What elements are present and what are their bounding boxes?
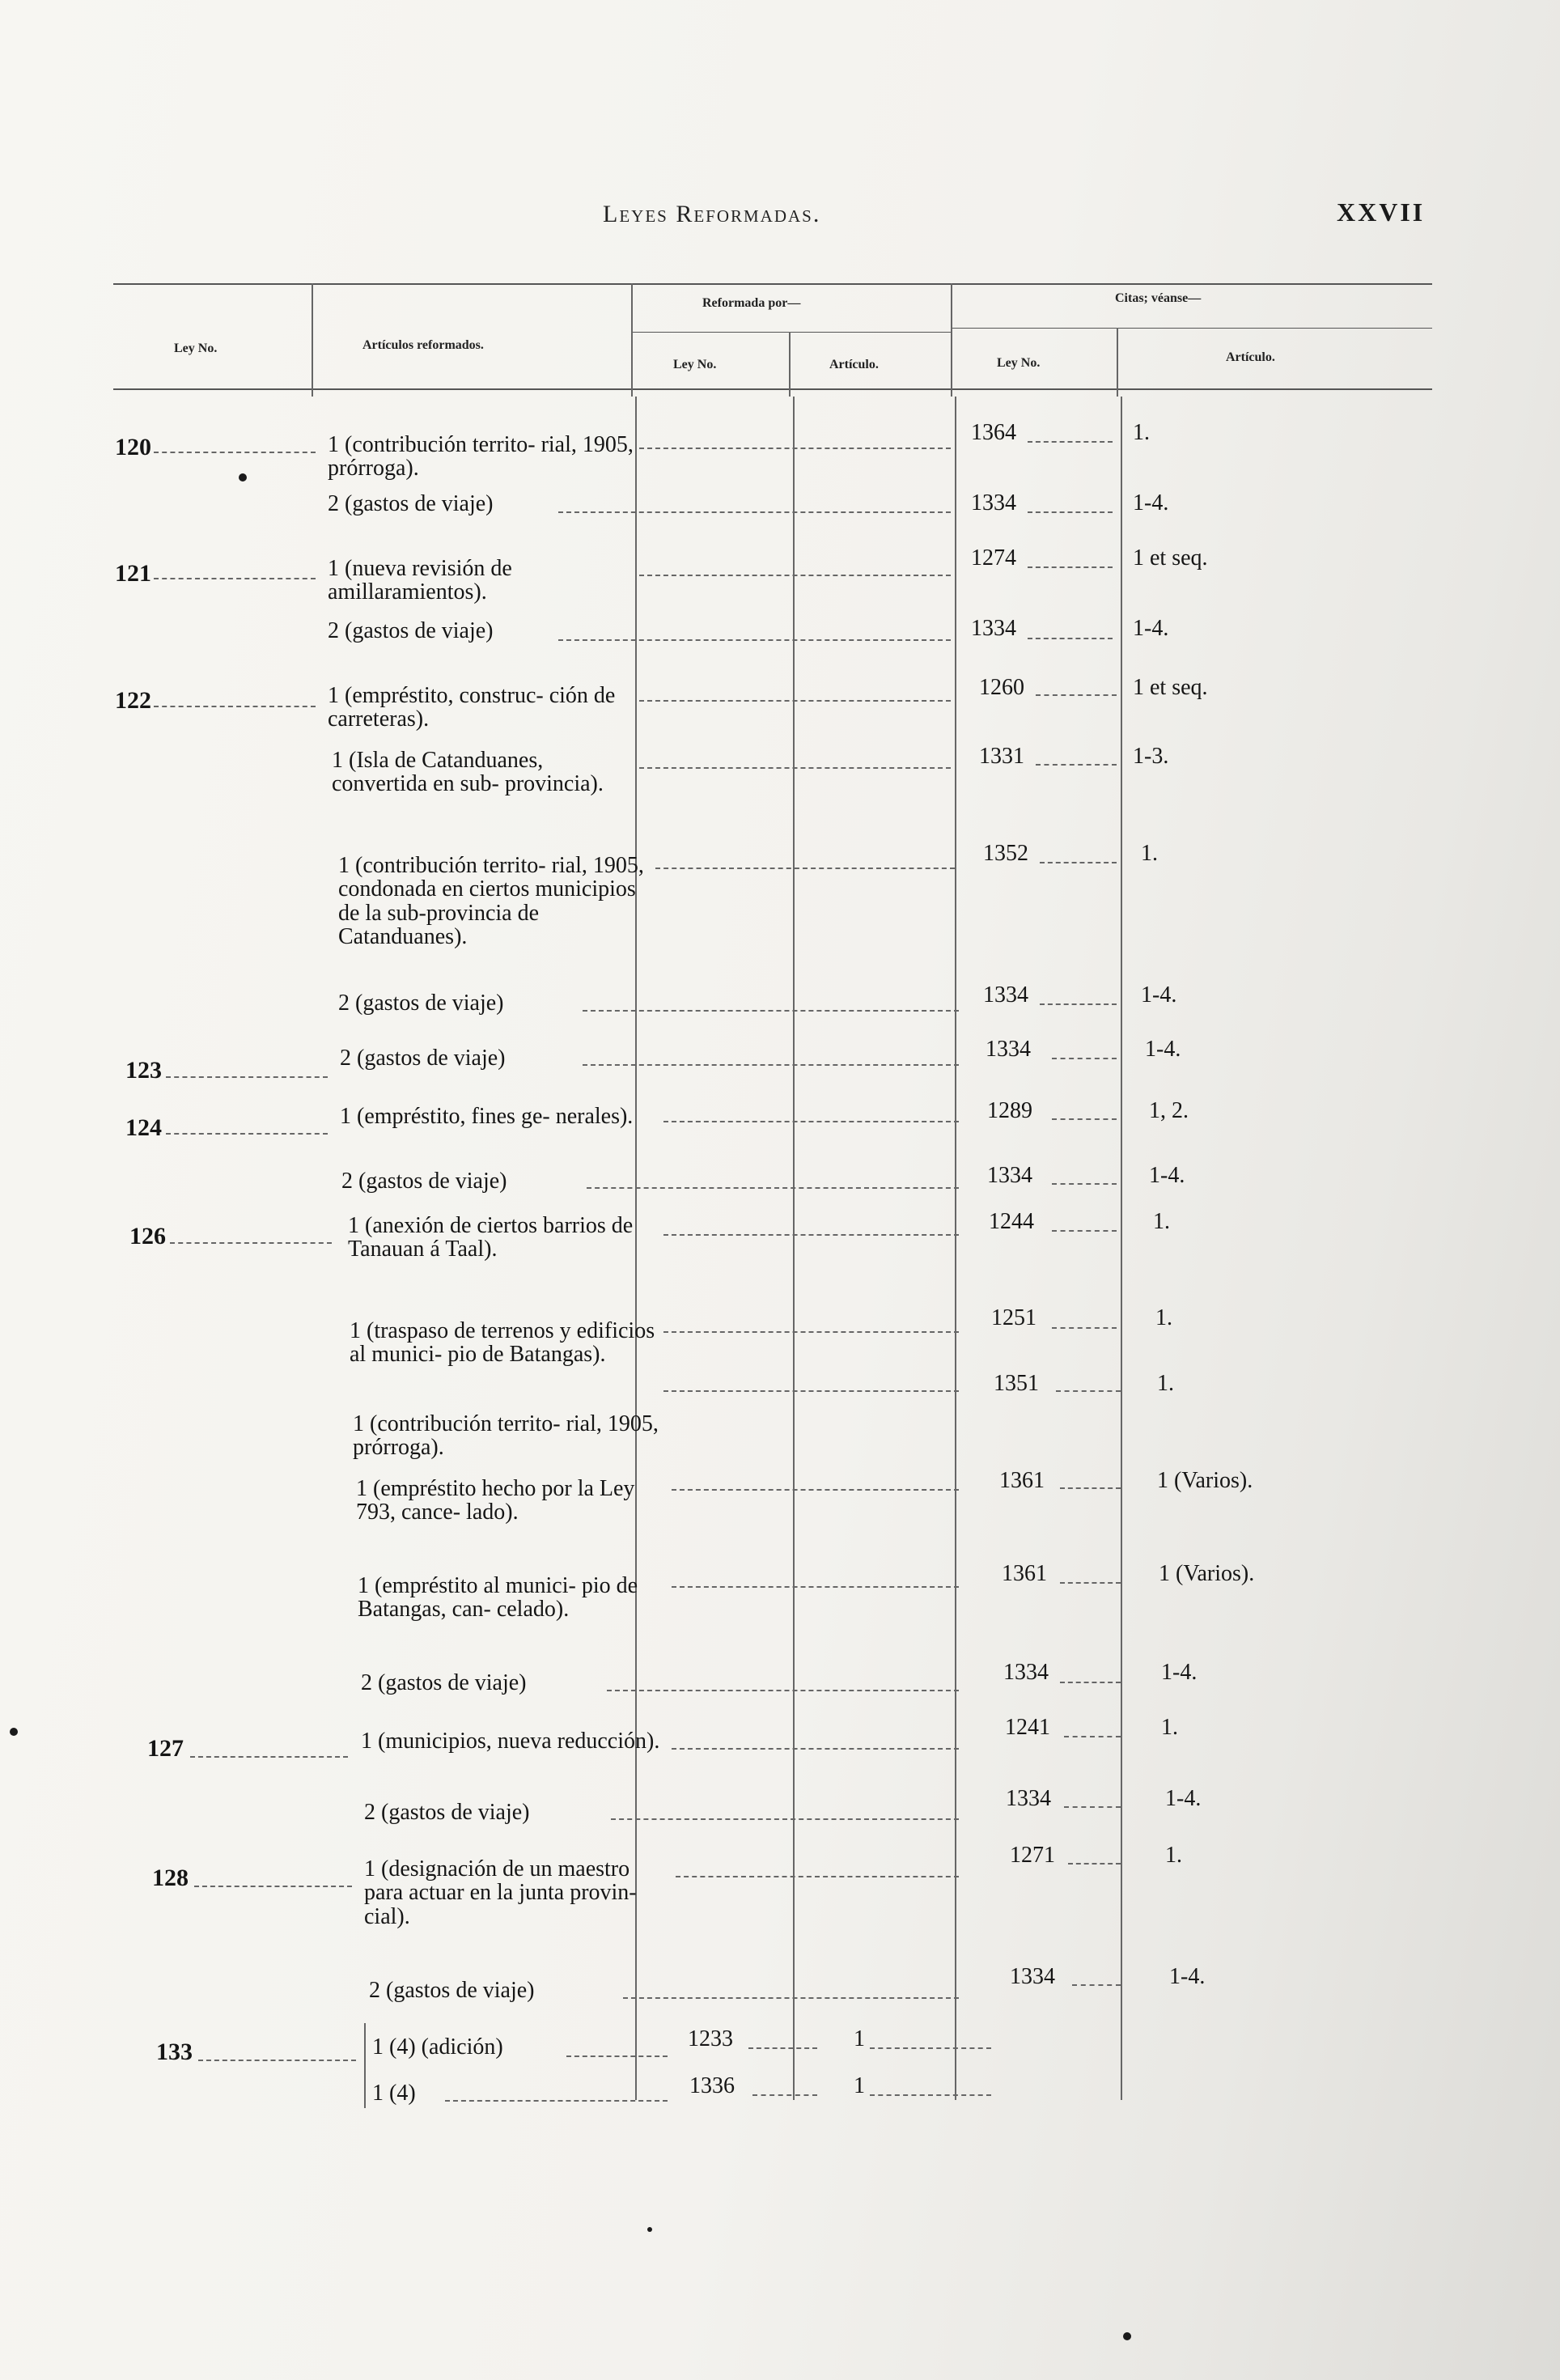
leader-dots (1060, 1487, 1121, 1489)
articulo-text: 2 (gastos de viaje) (328, 491, 494, 516)
leader-dots (663, 1121, 959, 1122)
leader-dots (1060, 1682, 1121, 1683)
header-ref-ley-no: Ley No. (673, 358, 717, 371)
cita-ley: 1271 (1010, 1843, 1055, 1868)
leader-dots (663, 1234, 959, 1236)
leader-dots (583, 1064, 959, 1066)
articulo-text: 1 (4) (372, 2081, 416, 2106)
citas-header-rule (951, 328, 1432, 329)
header-ref-articulo: Artículo. (829, 358, 879, 371)
articulo-text: 1 (empréstito, construc- ción de carreteras). (328, 683, 616, 732)
cita-articulo: 1-4. (1141, 982, 1177, 1008)
leader-dots (870, 2047, 991, 2049)
cita-ley: 1334 (1003, 1660, 1049, 1685)
header-citas: Citas; véanse— (1115, 291, 1202, 305)
cita-ley: 1274 (971, 545, 1016, 571)
leader-dots (639, 448, 951, 449)
cita-ley: 1334 (971, 616, 1016, 641)
leader-dots (1040, 862, 1117, 863)
articulo-text: 1 (traspaso de terrenos y edificios al munici- pio de Batangas). (350, 1318, 655, 1368)
cita-articulo: 1. (1155, 1305, 1172, 1330)
leader-dots (154, 578, 316, 579)
ley-number: 120 (115, 434, 151, 460)
body-column-line (955, 397, 956, 2100)
column-divider (312, 283, 313, 397)
leader-dots (154, 706, 316, 707)
cita-articulo: 1. (1157, 1371, 1174, 1396)
column-divider (631, 283, 633, 397)
header-cit-articulo: Artículo. (1226, 350, 1275, 364)
cita-articulo: 1-4. (1169, 1964, 1206, 1989)
ley-number: 123 (125, 1057, 162, 1084)
body-column-line (1121, 397, 1122, 2100)
reformada-ley: 1336 (689, 2073, 735, 2098)
cita-articulo: 1 (Varios). (1159, 1561, 1255, 1586)
cita-ley: 1334 (983, 982, 1028, 1008)
cita-ley: 1351 (994, 1371, 1039, 1396)
cita-articulo: 1-4. (1133, 616, 1169, 641)
cita-ley: 1334 (986, 1037, 1031, 1062)
articulo-text: 2 (gastos de viaje) (340, 1046, 506, 1071)
cita-ley: 1334 (1010, 1964, 1055, 1989)
cita-ley: 1260 (979, 675, 1024, 700)
header-cit-ley-no: Ley No. (997, 356, 1041, 370)
header-articulos-reformados: Artículos reformados. (362, 338, 484, 352)
reformada-articulo: 1 (854, 2026, 865, 2051)
leader-dots (1064, 1736, 1121, 1737)
articulo-text: 2 (gastos de viaje) (361, 1670, 527, 1695)
leader-dots (558, 511, 951, 513)
leader-dots (1040, 1003, 1117, 1005)
leader-dots (1052, 1230, 1117, 1232)
leader-dots (154, 452, 316, 453)
ink-speck (1123, 2332, 1131, 2340)
body-column-line (793, 397, 795, 2100)
ley-number: 133 (156, 2038, 193, 2065)
articulo-text: 1 (designación de un maestro para actuar en la junta provin- cial). (364, 1856, 637, 1929)
articulo-text: 1 (empréstito al munici- pio de Batangas, can- celado). (358, 1573, 638, 1623)
articulo-text: 2 (gastos de viaje) (328, 618, 494, 643)
leader-dots (623, 1997, 959, 1999)
leader-dots (672, 1586, 959, 1588)
cita-articulo: 1. (1133, 420, 1150, 445)
articulo-text: 1 (Isla de Catanduanes, convertida en sub- provincia). (332, 748, 604, 797)
leader-dots (752, 2094, 817, 2096)
leader-dots (1028, 566, 1113, 568)
column-divider (1117, 328, 1118, 397)
articulo-text: 1 (contribución territo- rial, 1905, condonada en ciertos municipios de la sub-provincia de Catanduanes). (338, 853, 644, 950)
cita-ley: 1331 (979, 744, 1024, 769)
ink-speck (647, 2227, 652, 2232)
cita-articulo: 1, 2. (1149, 1098, 1189, 1123)
ley-number: 128 (152, 1865, 189, 1891)
cita-articulo: 1 et seq. (1133, 675, 1208, 700)
articulo-text: 2 (gastos de viaje) (338, 991, 504, 1016)
reformada-articulo: 1 (854, 2073, 865, 2098)
leader-dots (1028, 441, 1113, 443)
leader-dots (672, 1748, 959, 1750)
leader-dots (1068, 1863, 1121, 1865)
header-ley-no: Ley No. (174, 342, 218, 355)
cita-ley: 1361 (999, 1468, 1045, 1493)
column-divider (951, 283, 952, 397)
cita-ley: 1334 (1006, 1786, 1051, 1811)
leader-dots (1028, 638, 1113, 639)
reformada-header-rule (631, 332, 951, 333)
leader-dots (639, 767, 951, 769)
leader-dots (587, 1187, 959, 1189)
articulo-text: 1 (anexión de ciertos barrios de Tanauan á Taal). (348, 1213, 634, 1262)
leader-dots (639, 575, 951, 576)
cita-articulo: 1-4. (1145, 1037, 1181, 1062)
articulo-text: 1 (empréstito, fines ge- nerales). (340, 1104, 634, 1129)
cita-ley: 1352 (983, 841, 1028, 866)
column-divider (789, 332, 791, 397)
articulo-text: 2 (gastos de viaje) (364, 1800, 530, 1825)
leader-dots (607, 1690, 959, 1691)
header-reformada-por: Reformada por— (702, 296, 801, 310)
cita-ley: 1241 (1005, 1715, 1050, 1740)
articulo-text: 1 (contribución territo- rial, 1905, prórroga). (353, 1411, 659, 1461)
leader-dots (1060, 1582, 1121, 1584)
leader-dots (639, 700, 951, 702)
cita-ley: 1289 (987, 1098, 1032, 1123)
leader-dots (676, 1876, 959, 1877)
leader-dots (1052, 1183, 1117, 1185)
articulo-text: 2 (gastos de viaje) (369, 1978, 535, 2003)
leader-dots (1056, 1390, 1121, 1392)
cita-articulo: 1-4. (1133, 490, 1169, 515)
ink-speck (10, 1728, 18, 1736)
ink-speck (239, 473, 247, 482)
reformada-ley: 1233 (688, 2026, 733, 2051)
articulo-text: 2 (gastos de viaje) (341, 1169, 507, 1194)
ley-number: 127 (147, 1735, 184, 1762)
leader-dots (611, 1818, 959, 1820)
leader-dots (566, 2055, 668, 2057)
leader-dots (1064, 1806, 1121, 1808)
leader-dots (1036, 694, 1117, 696)
body-column-line (364, 2023, 366, 2108)
cita-ley: 1364 (971, 420, 1016, 445)
cita-ley: 1361 (1002, 1561, 1047, 1586)
leader-dots (170, 1242, 332, 1244)
cita-ley: 1334 (987, 1163, 1032, 1188)
leader-dots (1028, 511, 1113, 513)
articulo-text: 1 (nueva revisión de amillaramientos). (328, 556, 512, 605)
cita-articulo: 1. (1165, 1843, 1182, 1868)
cita-ley: 1244 (989, 1209, 1034, 1234)
leader-dots (583, 1010, 959, 1012)
cita-articulo: 1. (1153, 1209, 1170, 1234)
articulo-text: 1 (empréstito hecho por la Ley 793, cance- lado). (356, 1476, 635, 1525)
cita-articulo: 1-4. (1149, 1163, 1185, 1188)
cita-articulo: 1. (1141, 841, 1158, 866)
leader-dots (166, 1133, 328, 1135)
cita-articulo: 1-4. (1161, 1660, 1198, 1685)
page-number: XXVII (1337, 197, 1426, 227)
ley-number: 121 (115, 560, 151, 587)
leader-dots (663, 1331, 959, 1333)
cita-ley: 1334 (971, 490, 1016, 515)
leader-dots (190, 1756, 348, 1758)
leader-dots (166, 1076, 328, 1078)
leader-dots (198, 2060, 356, 2061)
leader-dots (672, 1489, 959, 1491)
ley-number: 126 (129, 1223, 166, 1249)
leader-dots (194, 1886, 352, 1887)
leader-dots (1052, 1327, 1117, 1329)
leader-dots (655, 868, 955, 869)
articulo-text: 1 (4) (adición) (372, 2034, 503, 2060)
cita-articulo: 1 (Varios). (1157, 1468, 1253, 1493)
leader-dots (870, 2094, 991, 2096)
cita-articulo: 1. (1161, 1715, 1178, 1740)
leader-dots (445, 2100, 668, 2102)
leader-dots (663, 1390, 959, 1392)
cita-articulo: 1-3. (1133, 744, 1169, 769)
leader-dots (1052, 1058, 1117, 1059)
leader-dots (558, 639, 951, 641)
leader-dots (748, 2047, 817, 2049)
ley-number: 122 (115, 687, 151, 714)
articulo-text: 1 (contribución territo- rial, 1905, prórroga). (328, 432, 634, 482)
running-title: Leyes Reformadas. (603, 201, 821, 227)
leader-dots (1052, 1118, 1117, 1120)
articulo-text: 1 (municipios, nueva reducción). (361, 1729, 660, 1754)
cita-articulo: 1-4. (1165, 1786, 1202, 1811)
cita-articulo: 1 et seq. (1133, 545, 1208, 571)
leader-dots (1072, 1984, 1121, 1986)
ley-number: 124 (125, 1114, 162, 1141)
cita-ley: 1251 (991, 1305, 1036, 1330)
leader-dots (1036, 764, 1117, 766)
